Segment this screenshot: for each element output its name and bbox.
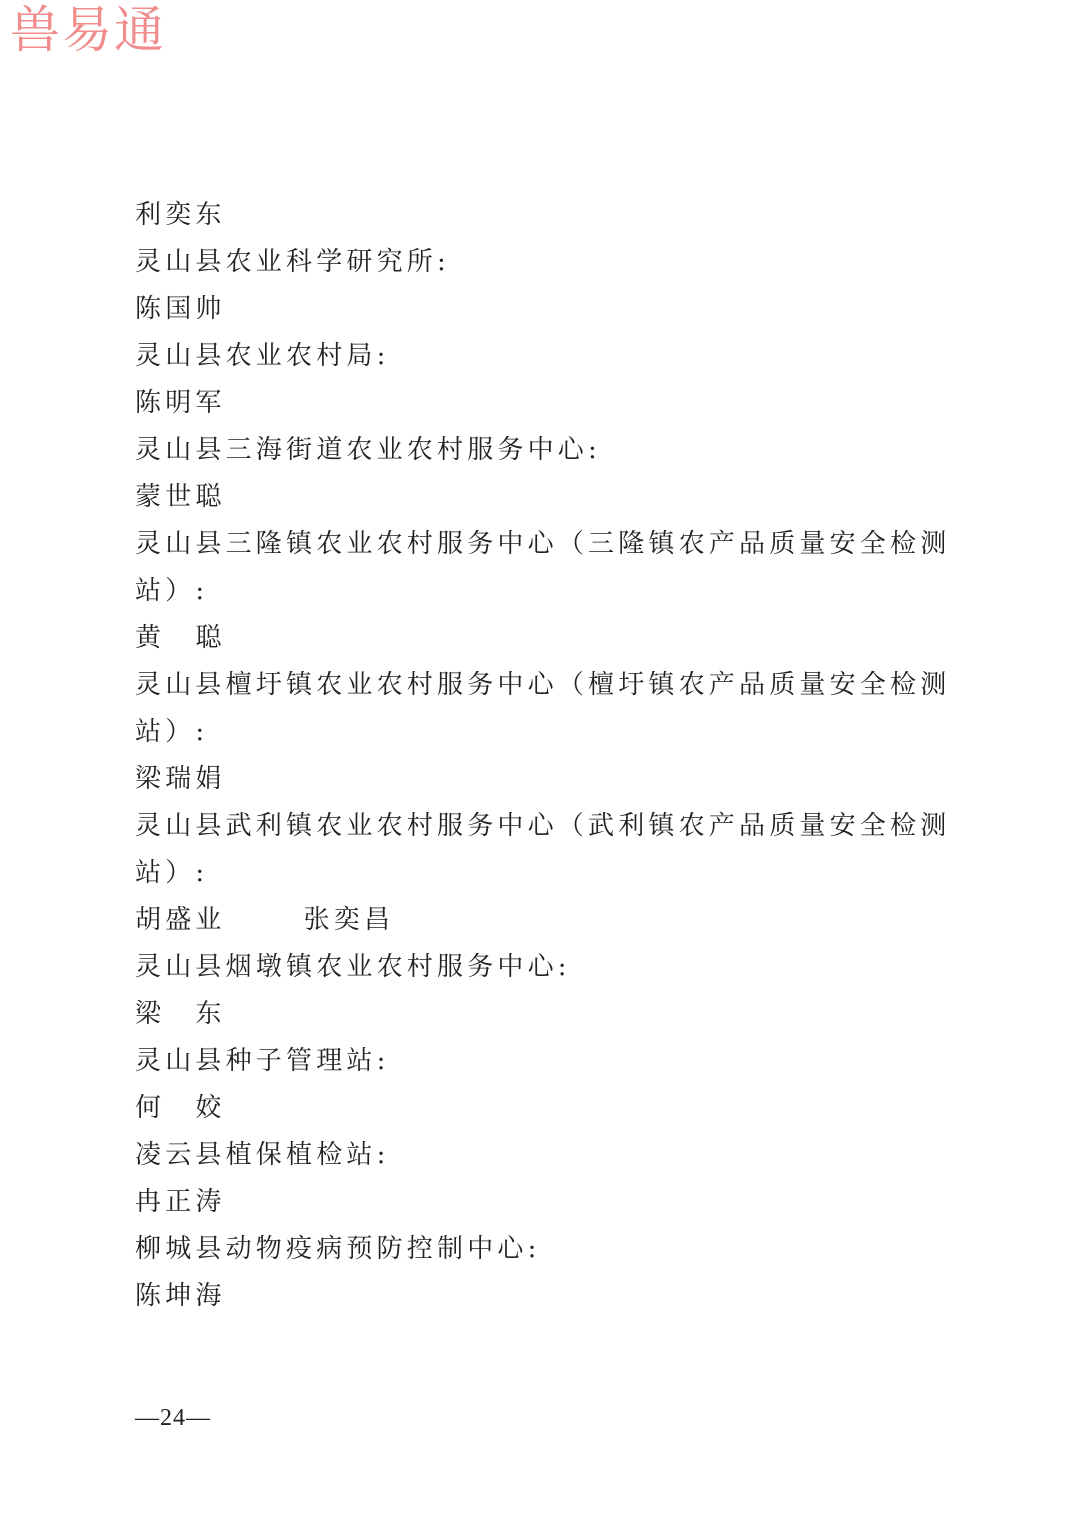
name-line: 蒙世聪	[135, 482, 226, 512]
org-line: 灵山县农业科学研究所:	[135, 247, 450, 277]
name-line: 陈明军	[135, 388, 226, 418]
org-line: 灵山县檀圩镇农业农村服务中心（檀圩镇农产品质量安全检测	[135, 670, 951, 700]
name-line: 黄 聪	[135, 623, 226, 653]
org-line: 灵山县种子管理站:	[135, 1046, 390, 1076]
org-line: 凌云县植保植检站:	[135, 1140, 390, 1170]
org-line-continuation: 站）:	[135, 717, 209, 747]
document-body	[135, 192, 951, 1320]
person-name: 胡盛业	[135, 905, 226, 935]
name-line: 梁 东	[135, 999, 226, 1029]
page-number: —24—	[135, 1405, 211, 1431]
org-line: 灵山县三海街道农业农村服务中心:	[135, 435, 601, 465]
org-line-continuation: 站）:	[135, 576, 209, 606]
name-line-pair	[135, 897, 935, 944]
org-line: 灵山县农业农村局:	[135, 341, 390, 371]
watermark-logo: 兽易通	[10, 1, 166, 59]
org-line: 灵山县烟墩镇农业农村服务中心:	[135, 952, 571, 982]
name-line: 陈坤海	[135, 1281, 226, 1311]
person-name: 张奕昌	[303, 905, 395, 935]
org-line-continuation: 站）:	[135, 858, 209, 888]
name-line: 利奕东	[135, 200, 226, 230]
org-line: 柳城县动物疫病预防控制中心:	[135, 1234, 541, 1264]
name-line: 何 姣	[135, 1093, 226, 1123]
org-line: 灵山县武利镇农业农村服务中心（武利镇农产品质量安全检测	[135, 811, 951, 841]
name-line: 冉正涛	[135, 1187, 226, 1217]
name-line: 梁瑞娟	[135, 764, 226, 794]
org-line: 灵山县三隆镇农业农村服务中心（三隆镇农产品质量安全检测	[135, 529, 951, 559]
name-line: 陈国帅	[135, 294, 226, 324]
